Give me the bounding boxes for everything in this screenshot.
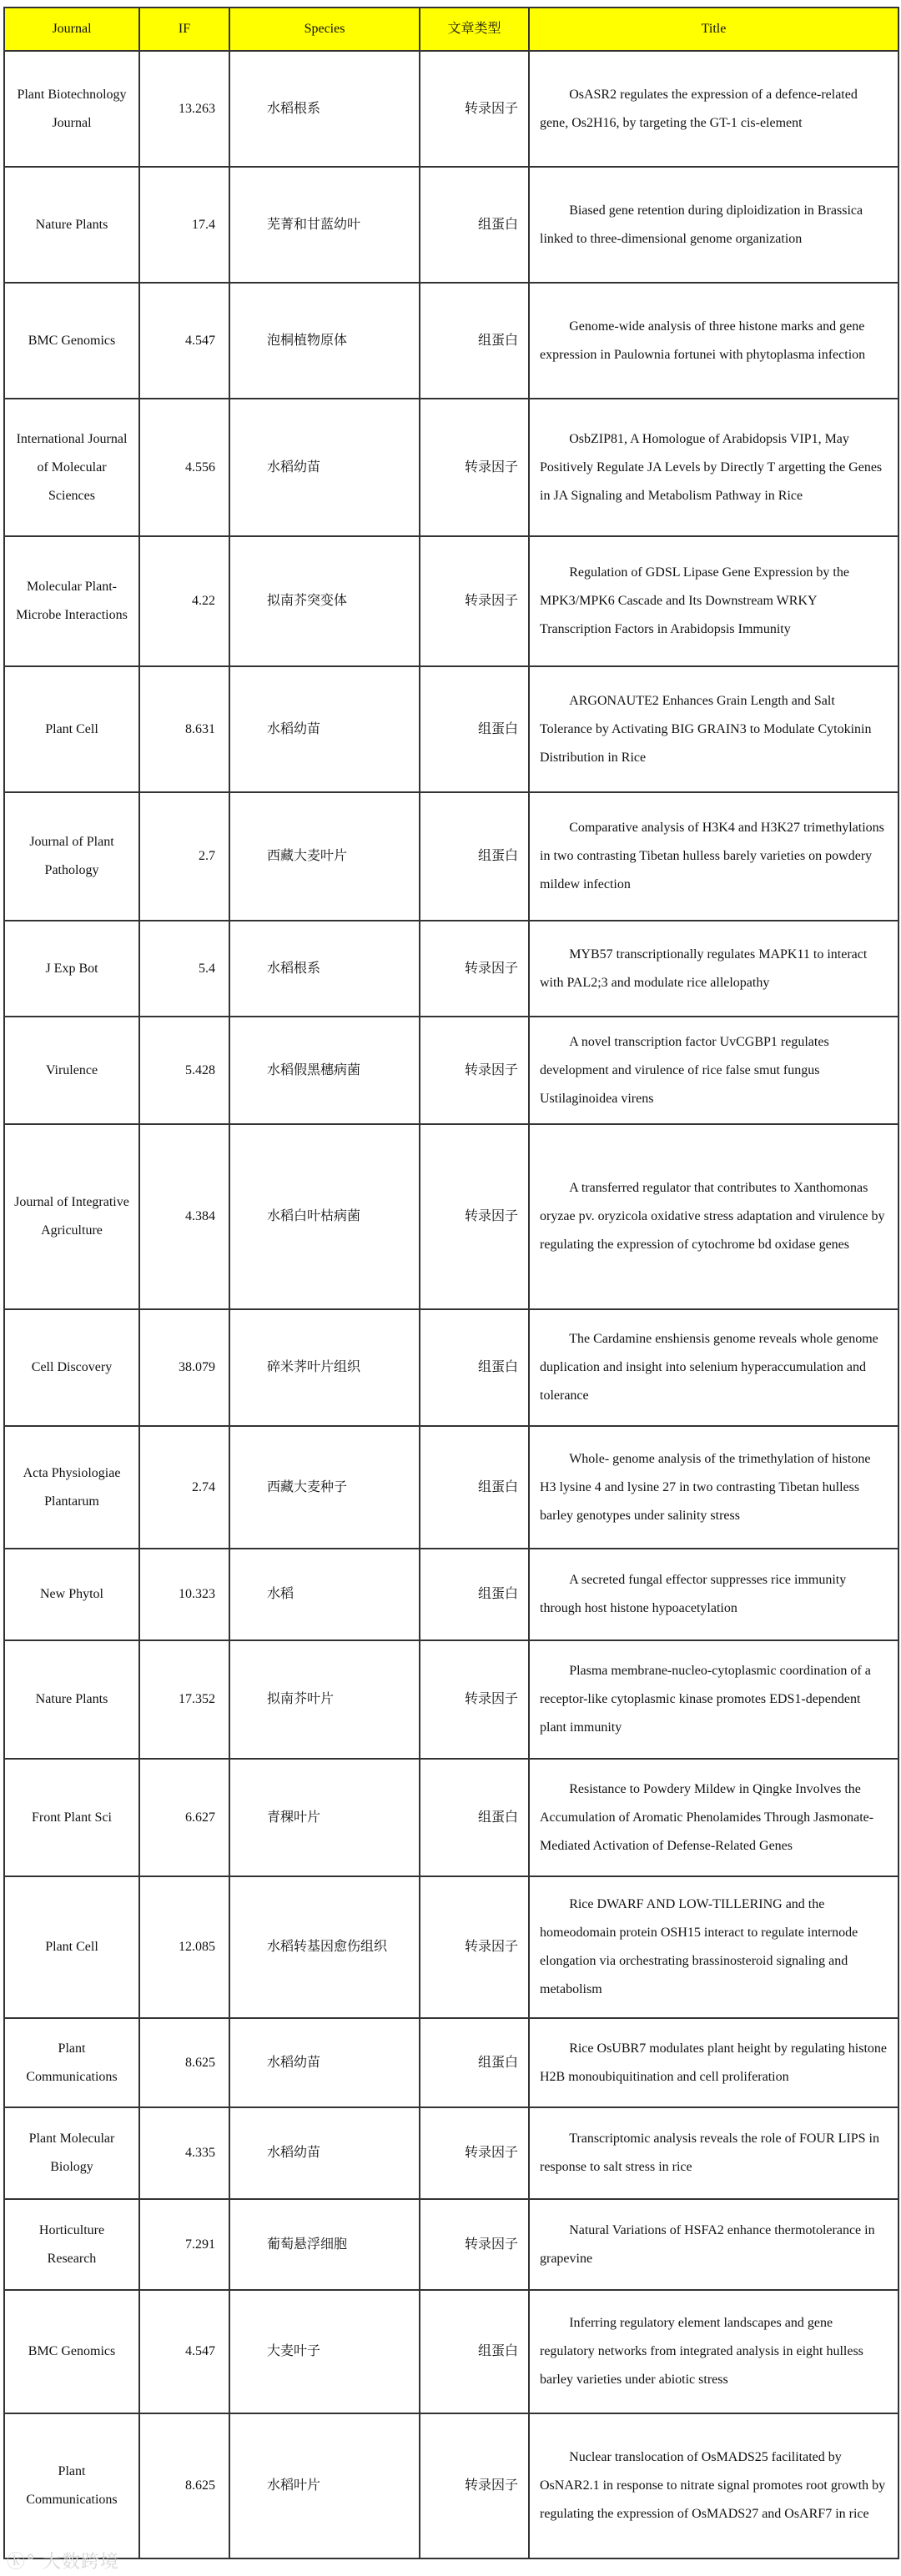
table-header-row — [4, 8, 898, 51]
cell-impact-factor: 10.323 — [139, 1549, 229, 1640]
cell-impact-factor: 4.547 — [139, 283, 229, 399]
table-body — [4, 51, 898, 2558]
header-type: 文章类型 — [420, 8, 529, 51]
cell-article-type: 组蛋白 — [420, 666, 529, 792]
cell-article-type: 转录因子 — [420, 51, 529, 167]
cell-article-type: 组蛋白 — [420, 792, 529, 921]
table-row — [4, 2107, 898, 2199]
header-title: Title — [529, 8, 898, 51]
cell-article-type: 转录因子 — [420, 2413, 529, 2558]
cell-journal: Molecular Plant-Microbe Interactions — [4, 536, 139, 666]
cell-title: Transcriptomic analysis reveals the role of FOUR LIPS in response to salt stress in rice — [529, 2107, 898, 2199]
cell-impact-factor: 17.352 — [139, 1640, 229, 1759]
cell-species: 碎米荠叶片组织 — [229, 1309, 420, 1426]
header-if: IF — [139, 8, 229, 51]
cell-impact-factor: 4.556 — [139, 399, 229, 536]
cell-species: 水稻假黑穗病菌 — [229, 1017, 420, 1124]
cell-impact-factor: 6.627 — [139, 1759, 229, 1876]
cell-species: 水稻幼苗 — [229, 2018, 420, 2107]
cell-article-type: 转录因子 — [420, 1017, 529, 1124]
cell-species: 拟南芥突变体 — [229, 536, 420, 666]
cell-journal: New Phytol — [4, 1549, 139, 1640]
table-row — [4, 2290, 898, 2413]
cell-species: 水稻幼苗 — [229, 399, 420, 536]
cell-journal: Nature Plants — [4, 1640, 139, 1759]
cell-species: 西藏大麦种子 — [229, 1426, 420, 1549]
cell-article-type: 组蛋白 — [420, 2290, 529, 2413]
cell-title: Genome-wide analysis of three histone marks and gene expression in Paulownia fortunei with phytoplasma infection — [529, 283, 898, 399]
cell-article-type: 转录因子 — [420, 399, 529, 536]
cell-species: 大麦叶子 — [229, 2290, 420, 2413]
cell-title: Regulation of GDSL Lipase Gene Expression by the MPK3/MPK6 Cascade and Its Downstream WRKY Transcription Factors in Arabidopsis Immunity — [529, 536, 898, 666]
cell-impact-factor: 2.7 — [139, 792, 229, 921]
table-row — [4, 1759, 898, 1876]
cell-title: Rice OsUBR7 modulates plant height by regulating histone H2B monoubiquitination and cell proliferation — [529, 2018, 898, 2107]
cell-article-type: 组蛋白 — [420, 1309, 529, 1426]
cell-title: ARGONAUTE2 Enhances Grain Length and Salt Tolerance by Activating BIG GRAIN3 to Modulate Cytokinin Distribution in Rice — [529, 666, 898, 792]
cell-title: Inferring regulatory element landscapes and gene regulatory networks from integrated analysis in eight hulless barley varieties under abiotic stress — [529, 2290, 898, 2413]
cell-article-type: 组蛋白 — [420, 1549, 529, 1640]
table-row — [4, 792, 898, 921]
cell-title: The Cardamine enshiensis genome reveals whole genome duplication and insight into selenium hyperaccumulation and tolerance — [529, 1309, 898, 1426]
cell-impact-factor: 38.079 — [139, 1309, 229, 1426]
table-row — [4, 2413, 898, 2558]
cell-impact-factor: 4.22 — [139, 536, 229, 666]
cell-article-type: 转录因子 — [420, 1876, 529, 2018]
table-row — [4, 51, 898, 167]
watermark-text: 大数跨境 — [43, 2552, 120, 2573]
cell-species: 水稻白叶枯病菌 — [229, 1124, 420, 1309]
cell-title: Whole- genome analysis of the trimethylation of histone H3 lysine 4 and lysine 27 in two contrasting Tibetan hulless barley genotypes under salinity stress — [529, 1426, 898, 1549]
cell-impact-factor: 12.085 — [139, 1876, 229, 2018]
cell-journal: J Exp Bot — [4, 921, 139, 1017]
cell-title: Resistance to Powdery Mildew in Qingke Involves the Accumulation of Aromatic Phenolamides Through Jasmonate-Mediated Activation of Defense-Related Genes — [529, 1759, 898, 1876]
cell-title: Biased gene retention during diploidization in Brassica linked to three-dimensional genome organization — [529, 167, 898, 283]
cell-species: 水稻根系 — [229, 51, 420, 167]
table-row — [4, 1549, 898, 1640]
cell-title: Rice DWARF AND LOW-TILLERING and the homeodomain protein OSH15 interact to regulate internode elongation via orchestrating brassinosteroid signaling and metabolism — [529, 1876, 898, 2018]
table-row — [4, 921, 898, 1017]
cell-title: A secreted fungal effector suppresses rice immunity through host histone hypoacetylation — [529, 1549, 898, 1640]
table-row — [4, 2199, 898, 2290]
cell-journal: Horticulture Research — [4, 2199, 139, 2290]
cell-article-type: 转录因子 — [420, 1640, 529, 1759]
cell-species: 水稻根系 — [229, 921, 420, 1017]
cell-species: 拟南芥叶片 — [229, 1640, 420, 1759]
cell-impact-factor: 8.631 — [139, 666, 229, 792]
cell-journal: Plant Cell — [4, 1876, 139, 2018]
cell-article-type: 组蛋白 — [420, 2018, 529, 2107]
cell-impact-factor: 13.263 — [139, 51, 229, 167]
table-row — [4, 1017, 898, 1124]
cell-article-type: 转录因子 — [420, 2199, 529, 2290]
cell-species: 西藏大麦叶片 — [229, 792, 420, 921]
cell-title: OsbZIP81, A Homologue of Arabidopsis VIP1, May Positively Regulate JA Levels by Directly T argetting the Genes in JA Signaling and Metabolism Pathway in Rice — [529, 399, 898, 536]
cell-article-type: 组蛋白 — [420, 1759, 529, 1876]
cell-journal: Cell Discovery — [4, 1309, 139, 1426]
cell-species: 芜菁和甘蓝幼叶 — [229, 167, 420, 283]
table-row — [4, 1640, 898, 1759]
cell-impact-factor: 4.384 — [139, 1124, 229, 1309]
cell-species: 水稻转基因愈伤组织 — [229, 1876, 420, 2018]
cell-species: 水稻幼苗 — [229, 2107, 420, 2199]
table-row — [4, 2018, 898, 2107]
cell-impact-factor: 4.547 — [139, 2290, 229, 2413]
table-row — [4, 1876, 898, 2018]
cell-impact-factor: 2.74 — [139, 1426, 229, 1549]
cell-title: OsASR2 regulates the expression of a defence-related gene, Os2H16, by targeting the GT-1 cis-element — [529, 51, 898, 167]
table-row — [4, 399, 898, 536]
cell-impact-factor: 5.4 — [139, 921, 229, 1017]
cell-impact-factor: 5.428 — [139, 1017, 229, 1124]
cell-impact-factor: 4.335 — [139, 2107, 229, 2199]
table-row — [4, 1124, 898, 1309]
cell-species: 水稻 — [229, 1549, 420, 1640]
cell-journal: Plant Communications — [4, 2413, 139, 2558]
watermark-logo: ⓚ° 大数跨境 — [7, 2552, 120, 2573]
table-row — [4, 666, 898, 792]
cell-species: 水稻幼苗 — [229, 666, 420, 792]
cell-journal: Journal of Plant Pathology — [4, 792, 139, 921]
cell-title: A transferred regulator that contributes to Xanthomonas oryzae pv. oryzicola oxidative stress adaptation and virulence by regulating the expression of cytochrome bd oxidase genes — [529, 1124, 898, 1309]
cell-article-type: 转录因子 — [420, 1124, 529, 1309]
header-journal: Journal — [4, 8, 139, 51]
cell-journal: Plant Molecular Biology — [4, 2107, 139, 2199]
table-row — [4, 536, 898, 666]
cell-journal: Journal of Integrative Agriculture — [4, 1124, 139, 1309]
cell-impact-factor: 7.291 — [139, 2199, 229, 2290]
table-row — [4, 1426, 898, 1549]
cell-journal: Plant Biotechnology Journal — [4, 51, 139, 167]
cell-species: 泡桐植物原体 — [229, 283, 420, 399]
cell-journal: Virulence — [4, 1017, 139, 1124]
cell-journal: BMC Genomics — [4, 2290, 139, 2413]
cell-article-type: 组蛋白 — [420, 283, 529, 399]
cell-journal: Plant Cell — [4, 666, 139, 792]
cell-title: Comparative analysis of H3K4 and H3K27 trimethylations in two contrasting Tibetan hulless barely varieties on powdery mildew infection — [529, 792, 898, 921]
journal-table — [3, 7, 899, 2559]
cell-journal: Plant Communications — [4, 2018, 139, 2107]
cell-species: 青稞叶片 — [229, 1759, 420, 1876]
cell-article-type: 组蛋白 — [420, 167, 529, 283]
cell-journal: International Journal of Molecular Sciences — [4, 399, 139, 536]
header-species: Species — [229, 8, 420, 51]
cell-journal: Nature Plants — [4, 167, 139, 283]
cell-title: Plasma membrane-nucleo-cytoplasmic coordination of a receptor-like cytoplasmic kinase promotes EDS1-dependent plant immunity — [529, 1640, 898, 1759]
cell-article-type: 转录因子 — [420, 536, 529, 666]
cell-impact-factor: 8.625 — [139, 2413, 229, 2558]
cell-impact-factor: 17.4 — [139, 167, 229, 283]
cell-impact-factor: 8.625 — [139, 2018, 229, 2107]
cell-article-type: 组蛋白 — [420, 1426, 529, 1549]
cell-species: 葡萄悬浮细胞 — [229, 2199, 420, 2290]
cell-article-type: 转录因子 — [420, 921, 529, 1017]
cell-species: 水稻叶片 — [229, 2413, 420, 2558]
table-row — [4, 167, 898, 283]
cell-journal: Acta Physiologiae Plantarum — [4, 1426, 139, 1549]
cell-title: Nuclear translocation of OsMADS25 facilitated by OsNAR2.1 in response to nitrate signal promotes root growth by regulating the expression of OsMADS27 and OsARF7 in rice — [529, 2413, 898, 2558]
table-row — [4, 1309, 898, 1426]
cell-title: MYB57 transcriptionally regulates MAPK11 to interact with PAL2;3 and modulate rice allelopathy — [529, 921, 898, 1017]
cell-journal: Front Plant Sci — [4, 1759, 139, 1876]
table-row — [4, 283, 898, 399]
cell-title: A novel transcription factor UvCGBP1 regulates development and virulence of rice false smut fungus Ustilaginoidea virens — [529, 1017, 898, 1124]
cell-article-type: 转录因子 — [420, 2107, 529, 2199]
cell-title: Natural Variations of HSFA2 enhance thermotolerance in grapevine — [529, 2199, 898, 2290]
cell-journal: BMC Genomics — [4, 283, 139, 399]
